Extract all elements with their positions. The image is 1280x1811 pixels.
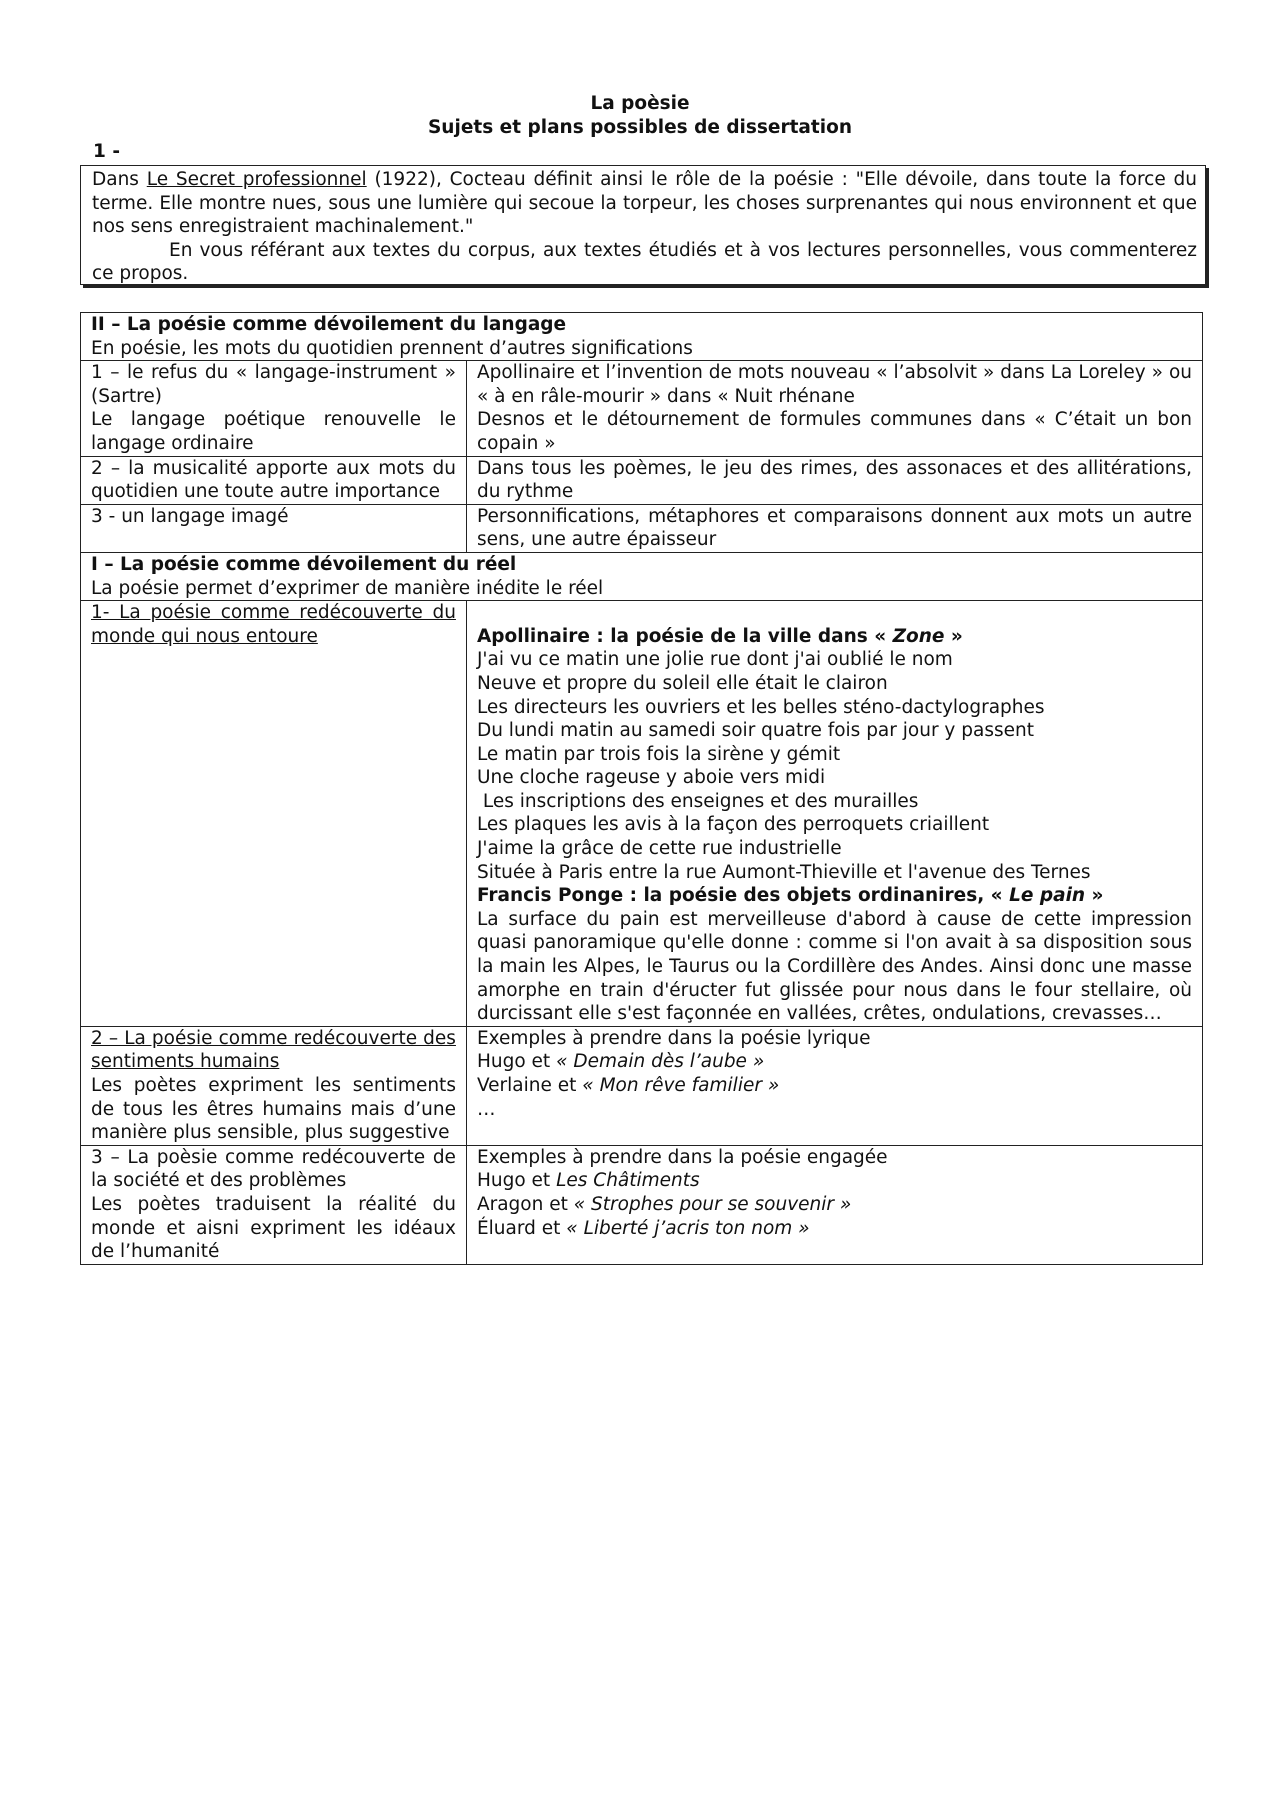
ponge-heading: Francis Ponge : la poésie des objets ordinanires, « Le pain » [476,885,1104,907]
ponge-excerpt: La surface du pain est merveilleuse d'abord à cause de cette impression quasi panoramique qu'elle donne : comme si l'on avait à sa disposition sous la main les Alpes, le Taurus ou la Cordillère des Andes. Ainsi donc une masse amorphe en train d'éructer fut glissée pour nous dans le four stellaire, où durcissant elle s'est façonnée en vallées, crêtes, ondulations, crevasses… [476,908,1192,1025]
section-title: I – La poésie comme dévoilement du réel [91,553,517,575]
table-cell-right [466,361,1202,456]
ponge-work-title: Le pain [1009,885,1086,907]
table-row [81,1145,1203,1264]
table-row [81,601,1203,1027]
poem-line: Située à Paris entre la rue Aumont-Thieville et l'avenue des Ternes [476,861,1091,883]
examples-intro: Exemples à prendre dans la poésie lyrique [476,1027,871,1049]
subject-instruction: En vous référant aux textes du corpus, aux textes étudiés et à vos lectures personnelles, vous commenterez ce propos. [92,239,1197,285]
part-title: 3 - un langage imagé [91,505,289,527]
table-cell-right [466,504,1202,552]
book-title: Le Secret professionnel [146,169,367,190]
work-title: Les Châtiments [556,1170,700,1192]
table-cell-left [81,1145,467,1264]
example-text: Dans tous les poèmes, le jeu des rimes, des assonaces et des allitérations, du rythme [476,457,1192,503]
table-row [81,361,1203,456]
table-row [81,456,1203,504]
work-title: « Mon rêve familier » [582,1075,780,1096]
table-cell-right [466,456,1202,504]
poem-line: J'ai vu ce matin une jolie rue dont j'ai oublié le nom [476,649,953,671]
section-header-row [81,552,1203,600]
spacer [477,601,1192,625]
page-subtitle: Sujets et plans possibles de dissertation [427,117,852,138]
part-title: 2 – la musicalité apporte aux mots du quotidien une toute autre importance [91,457,456,503]
section-title: II – La poésie comme dévoilement du langage [91,314,567,335]
example-text: Desnos et le détournement de formules communes dans « C’était un bon copain » [476,409,1192,454]
table-cell-left [81,361,467,456]
table-cell-right [466,1026,1202,1145]
table-cell-right [466,601,1202,1027]
subject-number: 1 - [93,141,120,162]
part-title: 1- La poésie comme redécouverte du monde qui nous entoure [91,602,456,647]
table-row [81,1026,1203,1145]
part-title: 1 – le refus du « langage-instrument » (Sartre) [91,362,456,407]
subject-intro-after: (1922), Cocteau définit ainsi le rôle de la poésie : "Elle dévoile, dans toute la force du terme. Elle montre nues, sous une lumière qui secoue la torpeur, les choses surprenantes qui nous environnent et que nos sens enregistraient machinalement." [92,169,1197,238]
section-subtitle: En poésie, les mots du quotidien prennent d’autres significations [91,337,693,359]
part-text: Les poètes traduisent la réalité du monde et aisni expriment les idéaux de l’humanité [91,1193,456,1263]
table-cell-left [81,504,467,552]
table-cell-left [81,601,467,1027]
poem-line: Neuve et propre du soleil elle était le clairon [476,672,888,694]
poem-line: Une cloche rageuse y aboie vers midi [476,767,826,789]
subject-intro-before: Dans [92,169,139,190]
part-text: Le langage poétique renouvelle le langage ordinaire [91,409,456,454]
plan-table [80,312,1203,1265]
examples-intro: Exemples à prendre dans la poésie engagée [476,1146,888,1168]
apollinaire-heading: Apollinaire : la poésie de la ville dans « Zone » [476,625,963,647]
poem-line: J'aime la grâce de cette rue industrielle [476,838,842,860]
example-line: Hugo et « Demain dès l’aube » [476,1051,765,1073]
section-header-cell [81,552,1203,600]
poem-line: Le matin par trois fois la sirène y gémit [476,743,841,765]
table-cell-left [81,456,467,504]
table-row [81,504,1203,552]
section-header-cell [81,313,1203,361]
work-title: « Liberté j’acris ton nom » [566,1217,810,1239]
poem-line: Les directeurs les ouvriers et les belles sténo-dactylographes [476,696,1045,718]
subject-box [80,165,1206,285]
page-title: La poèsie [590,93,690,114]
poem-line: Les inscriptions des enseignes et des murailles [476,790,919,812]
poem-line: Les plaques les avis à la façon des perroquets criaillent [476,814,990,836]
example-line: Éluard et « Liberté j’acris ton nom » [476,1217,810,1239]
example-line: Aragon et « Strophes pour se souvenir » [476,1193,852,1215]
ellipsis: … [476,1098,496,1120]
subject-quote [92,168,1197,239]
example-text: Apollinaire et l’invention de mots nouveau « l’absolvit » dans La Loreley » ou « à en râle-mourir » dans « Nuit rhénane [476,362,1192,407]
work-title: « Strophes pour se souvenir » [573,1193,852,1215]
table-cell-right [466,1145,1202,1264]
poem-line: Du lundi matin au samedi soir quatre fois par jour y passent [476,720,1034,742]
example-text: Personnifications, métaphores et comparaisons donnent aux mots un autre sens, une autre épaisseur [476,505,1192,551]
part-title: 3 – La poèsie comme redécouverte de la société et des problèmes [91,1146,456,1192]
part-title: 2 – La poésie comme redécouverte des sentiments humains [91,1027,456,1073]
section-subtitle: La poésie permet d’exprimer de manière inédite le réel [91,577,604,599]
example-line: Hugo et Les Châtiments [476,1170,700,1192]
part-text: Les poètes expriment les sentiments de tous les êtres humains mais d’une manière plus sensible, plus suggestive [91,1075,456,1144]
work-title: « Demain dès l’aube » [556,1051,765,1073]
table-cell-left [81,1026,467,1145]
example-line: Verlaine et « Mon rêve familier » [476,1075,780,1096]
section-header-row [81,313,1203,361]
apollinaire-work-title: Zone [892,625,945,647]
